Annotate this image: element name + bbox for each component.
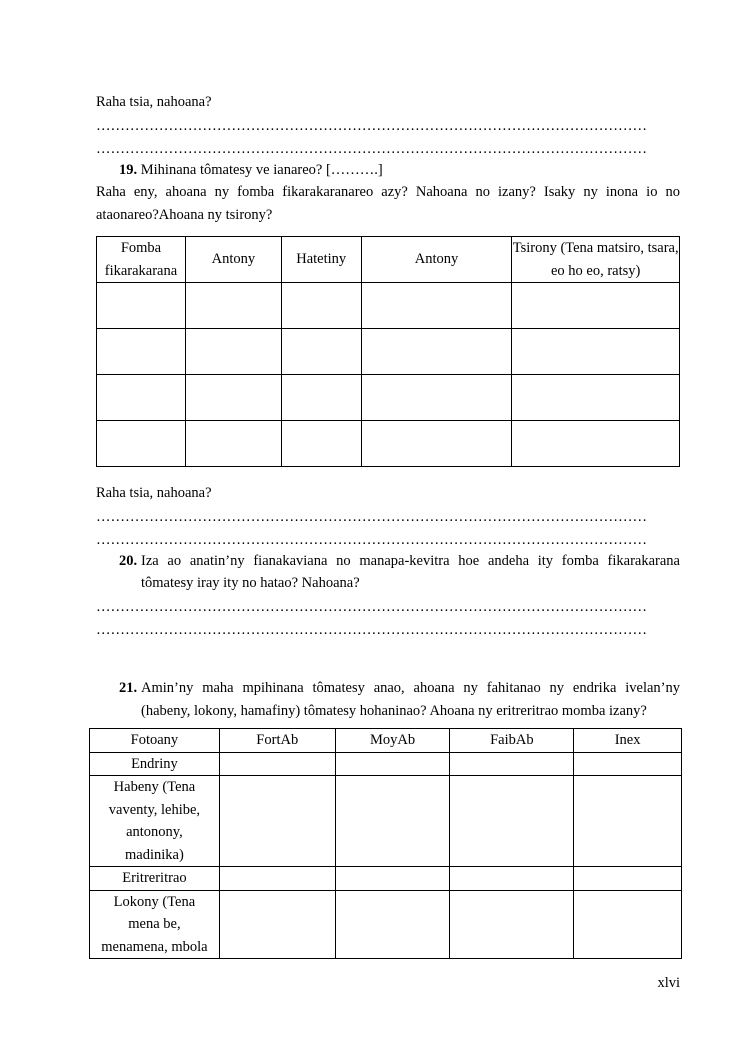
table-cell[interactable] <box>574 776 682 867</box>
header-moyab: MoyAb <box>335 729 450 753</box>
table-cell[interactable] <box>512 329 680 375</box>
table-cell[interactable] <box>512 375 680 421</box>
answer-line-3[interactable]: …………………………………………………………………………………………………… <box>96 509 647 525</box>
table-row <box>97 329 680 375</box>
table-cell[interactable] <box>219 776 335 867</box>
appearance-table-header <box>90 729 682 753</box>
question-19-text: Mihinana tômatesy ve ianareo? [……….] <box>140 162 383 178</box>
table-cell[interactable] <box>574 867 682 891</box>
table-cell[interactable] <box>219 890 335 959</box>
table-cell[interactable] <box>361 375 512 421</box>
question-19-para-line2: ataonareo?Ahoana ny tsirony? <box>96 207 273 223</box>
header-fomba-fikarakarana: Fomba fikarakarana <box>97 237 186 283</box>
question-why-not-2: Raha tsia, nahoana? <box>96 485 212 501</box>
table-cell[interactable] <box>97 421 186 467</box>
preparation-table <box>96 236 680 467</box>
row-label-habeny: Habeny (Tena vaventy, lehibe, antonony, madinika) <box>90 776 220 867</box>
table-cell[interactable] <box>335 890 450 959</box>
table-cell[interactable] <box>450 776 574 867</box>
header-fotoany: Fotoany <box>90 729 220 753</box>
table-cell[interactable] <box>574 890 682 959</box>
table-cell[interactable] <box>574 752 682 776</box>
table-cell[interactable] <box>361 283 512 329</box>
header-hatetiny: Hatetiny <box>281 237 361 283</box>
question-19-number: 19. <box>119 162 138 178</box>
table-row <box>90 867 682 891</box>
header-tsirony: Tsirony (Tena matsiro, tsara, eo ho eo, ratsy) <box>512 237 680 283</box>
question-20-number: 20. <box>119 553 138 569</box>
question-19-para-line1: Raha eny, ahoana ny fomba fikarakaranareo azy? Nahoana no izany? Isaky ny inona io no <box>96 184 680 200</box>
table-cell[interactable] <box>281 375 361 421</box>
table-cell[interactable] <box>185 375 281 421</box>
answer-line-2[interactable]: …………………………………………………………………………………………………… <box>96 141 647 157</box>
table-cell[interactable] <box>97 375 186 421</box>
table-cell[interactable] <box>219 867 335 891</box>
header-faibab: FaibAb <box>450 729 574 753</box>
table-cell[interactable] <box>97 329 186 375</box>
answer-line-6[interactable]: …………………………………………………………………………………………………… <box>96 622 647 638</box>
table-cell[interactable] <box>219 752 335 776</box>
row-label-endriny: Endriny <box>90 752 220 776</box>
header-antony-1: Antony <box>185 237 281 283</box>
header-fortab: FortAb <box>219 729 335 753</box>
header-antony-2: Antony <box>361 237 512 283</box>
answer-line-5[interactable]: …………………………………………………………………………………………………… <box>96 599 647 615</box>
table-cell[interactable] <box>450 752 574 776</box>
row-label-lokony: Lokony (Tena mena be, menamena, mbola <box>90 890 220 959</box>
table-row <box>90 776 682 867</box>
row-label-eritreritrao: Eritreritrao <box>90 867 220 891</box>
question-19 <box>119 160 383 180</box>
table-cell[interactable] <box>185 421 281 467</box>
question-21-line2: (habeny, lokony, hamafiny) tômatesy hohaninao? Ahoana ny eritreritrao momba izany? <box>141 703 647 719</box>
answer-line-4[interactable]: …………………………………………………………………………………………………… <box>96 532 647 548</box>
table-row <box>97 421 680 467</box>
page-number: xlvi <box>657 975 680 991</box>
table-row <box>97 283 680 329</box>
appearance-table <box>89 728 682 959</box>
table-cell[interactable] <box>281 421 361 467</box>
table-cell[interactable] <box>512 283 680 329</box>
table-cell[interactable] <box>361 329 512 375</box>
question-20-line2: tômatesy iray ity no hatao? Nahoana? <box>141 575 360 591</box>
question-21-number: 21. <box>119 680 138 696</box>
question-why-not-1: Raha tsia, nahoana? <box>96 94 212 110</box>
table-cell[interactable] <box>185 329 281 375</box>
table-cell[interactable] <box>281 283 361 329</box>
table-cell[interactable] <box>335 776 450 867</box>
answer-line-1[interactable]: …………………………………………………………………………………………………… <box>96 118 647 134</box>
question-20-line1: Iza ao anatin’ny fianakaviana no manapa-kevitra hoe andeha ity fomba fikarakarana <box>141 553 680 569</box>
table-cell[interactable] <box>97 283 186 329</box>
header-inex: Inex <box>574 729 682 753</box>
table-cell[interactable] <box>512 421 680 467</box>
table-cell[interactable] <box>185 283 281 329</box>
table-row <box>90 752 682 776</box>
question-21-line1: Amin’ny maha mpihinana tômatesy anao, ahoana ny fahitanao ny endrika ivelan’ny <box>141 680 680 696</box>
table-cell[interactable] <box>335 867 450 891</box>
table-row <box>97 375 680 421</box>
table-cell[interactable] <box>450 890 574 959</box>
table-cell[interactable] <box>450 867 574 891</box>
table-cell[interactable] <box>281 329 361 375</box>
table-row <box>90 890 682 959</box>
table-cell[interactable] <box>335 752 450 776</box>
preparation-table-header <box>97 237 680 283</box>
table-cell[interactable] <box>361 421 512 467</box>
